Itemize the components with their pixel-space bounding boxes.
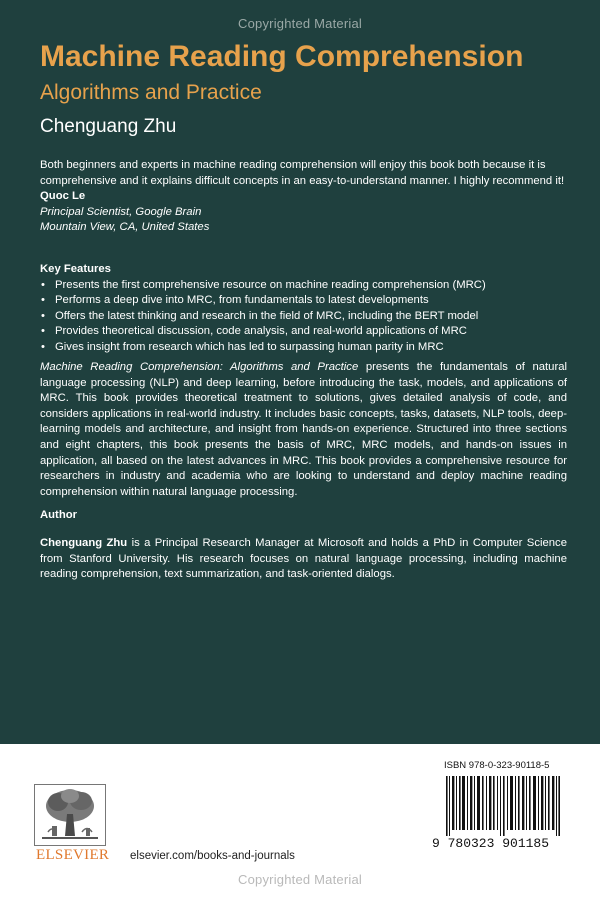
key-features-list xyxy=(40,278,567,356)
watermark-bottom: Copyrighted Material xyxy=(238,872,362,887)
list-item: • Presents the first comprehensive resource on machine reading comprehension (MRC) xyxy=(40,278,567,294)
description-text: presents the fundamentals of natural language processing (NLP) and deep learning, before introducing the task, models, and applications of MRC. This book provides theoretical treatment to solutions, gives detailed analysis of code, and considers applications in real-world industry. It includes basic concepts, tasks, datasets, NLP tools, deep-learning models and architecture, and insight from hands-on experience. Structured into three sections and eight chapters, this book presents the basis of MRC, MRC models, and hands-on issues in application, all based on the latest advances in MRC. This book provides a comprehensive resource for researchers in industry and academia who are looking to understand and deploy machine reading comprehension within natural language processing. xyxy=(40,361,568,498)
endorsement-text: Both beginners and experts in machine reading comprehension will enjoy this book both because it is comprehensive and it explains difficult concepts in an easy-to-understand manner. I highly recommend it! xyxy=(40,159,565,187)
key-features-heading: Key Features xyxy=(40,263,111,275)
book-author: Chenguang Zhu xyxy=(40,116,177,137)
description-book-title: Machine Reading Comprehension: Algorithms and Practice xyxy=(40,361,359,373)
key-features xyxy=(40,262,567,356)
list-item: • Performs a deep dive into MRC, from fundamentals to latest developments xyxy=(40,293,567,309)
endorser-role: Principal Scientist, Google Brain xyxy=(40,205,202,218)
author-bio xyxy=(40,536,567,583)
elsevier-tree-icon xyxy=(34,784,106,846)
watermark-top: Copyrighted Material xyxy=(238,16,362,31)
list-item: • Offers the latest thinking and research in the field of MRC, including the BERT model xyxy=(40,309,567,325)
barcode-number: 9 780323 901185 xyxy=(432,836,550,851)
isbn-label: ISBN 978-0-323-90118-5 xyxy=(444,760,550,771)
book-title: Machine Reading Comprehension xyxy=(40,40,524,73)
barcode xyxy=(446,776,560,836)
book-description xyxy=(40,360,567,500)
endorser-location: Mountain View, CA, United States xyxy=(40,221,210,234)
author-bio-name: Chenguang Zhu xyxy=(40,537,128,549)
author-bio-text: is a Principal Research Manager at Microsoft and holds a PhD in Computer Science from Stanford University. His research focuses on natural language processing, including machine reading comprehension, text summarization, and task-oriented dialogs. xyxy=(40,537,567,581)
book-subtitle: Algorithms and Practice xyxy=(40,81,262,104)
publisher-url[interactable]: elsevier.com/books-and-journals xyxy=(130,850,295,862)
list-item: • Gives insight from research which has led to surpassing human parity in MRC xyxy=(40,340,567,356)
elsevier-logo xyxy=(34,784,114,864)
author-heading: Author xyxy=(40,509,78,521)
endorser-name: Quoc Le xyxy=(40,190,86,203)
endorsement xyxy=(40,158,567,236)
list-item: • Provides theoretical discussion, code analysis, and real-world applications of MRC xyxy=(40,324,567,340)
elsevier-wordmark: ELSEVIER xyxy=(36,847,110,863)
